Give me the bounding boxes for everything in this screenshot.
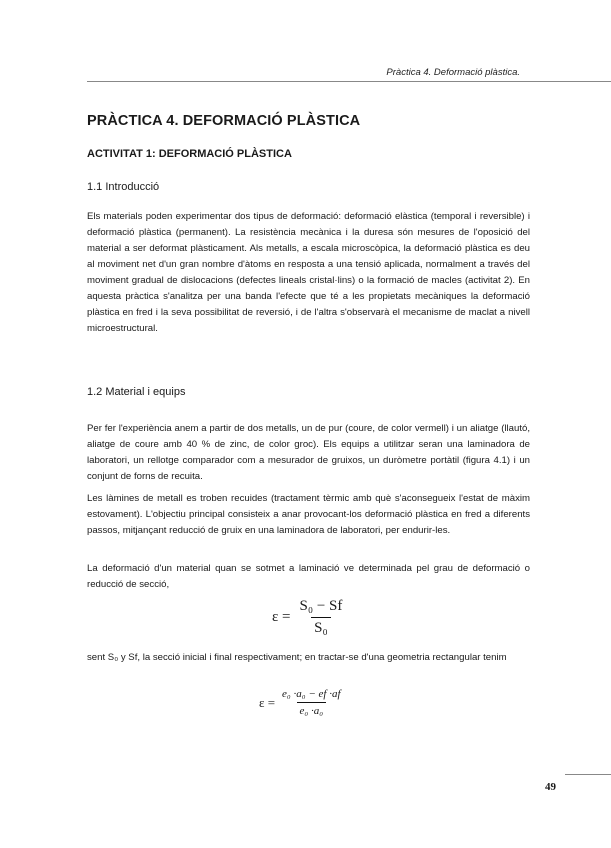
paragraph-material-4: sent S₀ y Sf, la secció inicial i final respectivament; en tractar-se d'una geometria rectangular tenim [87,652,507,663]
section-heading-introduccio: 1.1 Introducció [87,181,160,193]
paragraph-material-3: La deformació d'un material quan se sotmet a laminació ve determinada pel grau de deformació o reducció de secció, [87,563,530,590]
formula-lhs: ε = [272,609,291,625]
formula-section-reduction [272,598,345,637]
activity-heading: ACTIVITAT 1: DEFORMACIÓ PLÀSTICA [87,148,292,160]
footer-rule [565,774,611,775]
page-number: 49 [545,781,556,793]
paragraph-introduccio: Els materials poden experimentar dos tipus de deformació: deformació elàstica (temporal i reversible) i deformació plàstica (permanent). La resistència mecànica i la duresa són mesures de l'oposició del material a ser deformat plàsticament. Als metalls, a escala microscòpica, la deformació plàstica es deu al moviment net d'un gran nombre d'àtoms en resposta a una tensió aplicada, normalment a través del moviment gradual de dislocacions (defectes lineals cristal·lins) o la formació de macles (activitat 2). En aquesta pràctica s'analitza per una banda l'efecte que té a les propietats mecàniques la deformació plàstica en fred i la seva possibilitat de reversió, i de l'altra s'observarà el mecanisme de maclat a nivell microestructural. [87,211,530,334]
running-header: Pràctica 4. Deformació plàstica. [386,67,520,78]
section-heading-material: 1.2 Material i equips [87,386,186,398]
formula-fraction [297,598,346,637]
formula-fraction [279,688,343,717]
paragraph-material-1: Per fer l'experiència anem a partir de dos metalls, un de pur (coure, de color vermell) i un aliatge (llautó, aliatge de coure amb 40 % de zinc, de color groc). Els equips a utilitzar seran una laminadora de laboratori, un rellotge comparador com a mesurador de gruixos, un duròmetre portàtil (figura 4.1) i un conjunt de forns de recuita. [87,423,530,482]
formula-numerator: e₀ ·a₀ − ef ·af [282,688,341,700]
header-rule [87,81,611,82]
page-title: PRÀCTICA 4. DEFORMACIÓ PLÀSTICA [87,113,361,129]
formula-rectangular [259,688,344,717]
formula-denominator: e₀ ·a₀ [297,702,327,717]
formula-numerator: S₀ − Sf [299,598,343,614]
formula-denominator: S₀ [311,617,331,637]
formula-lhs: ε = [259,694,276,710]
paragraph-material-2: Les làmines de metall es troben recuides (tractament tèrmic amb què s'aconsegueix l'estat de màxim estovament). L'objectiu principal consisteix a anar provocant-los deformació plàstica en fred a diferents passos, mitjançant reducció de gruix en una laminadora de laboratori, per endurir-les. [87,493,530,536]
